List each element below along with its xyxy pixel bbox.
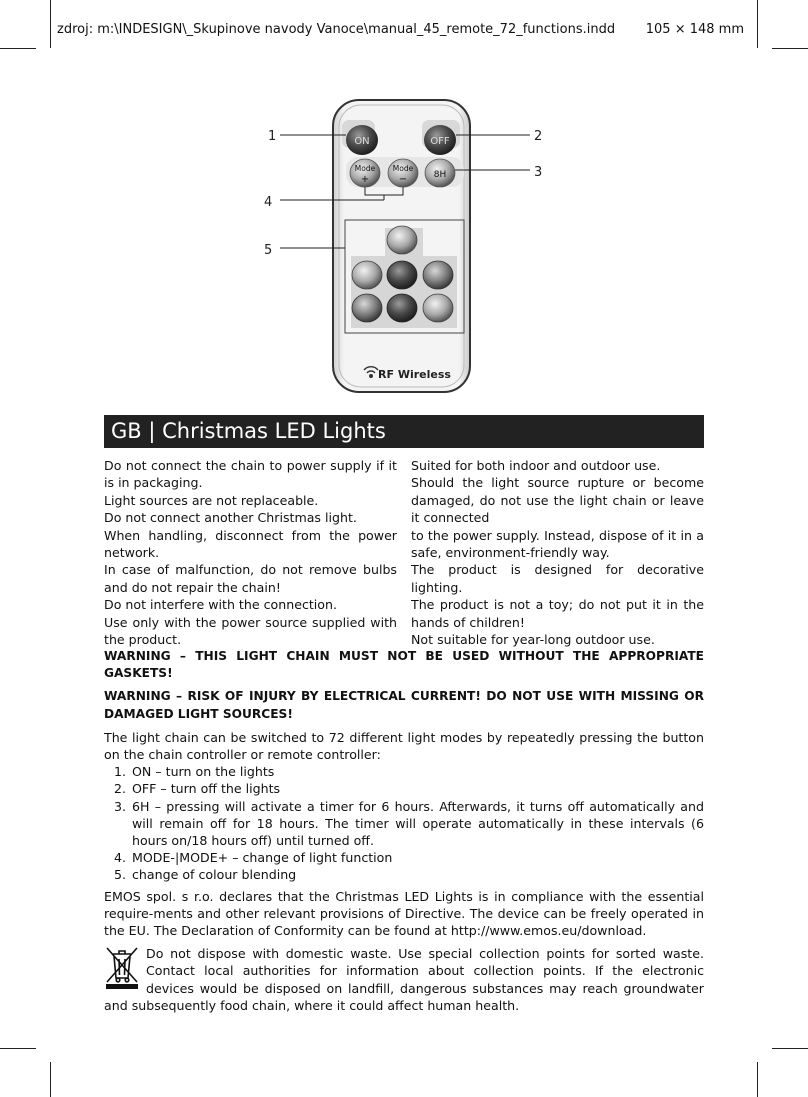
crop-mark: [772, 48, 808, 49]
list-item: 4. MODE-|MODE+ – change of light function: [130, 849, 704, 866]
safety-item: to the power supply. Instead, dispose of it in a safe, environment-friendly way.: [411, 527, 704, 561]
callout-2: 2: [534, 129, 543, 144]
safety-item: The product is designed for decorative lighting.: [411, 562, 704, 595]
weee-notice: [104, 945, 704, 1014]
safety-item: In case of malfunction, do not remove bulbs and do not repair the chain!: [104, 562, 397, 595]
svg-text:OFF: OFF: [430, 136, 450, 147]
safety-item: When handling, disconnect from the power network.: [104, 527, 397, 561]
safety-item: Do not interfere with the connection.: [104, 597, 337, 613]
warning-gaskets: WARNING – THIS LIGHT CHAIN MUST NOT BE USED WITHOUT THE APPROPRIATE GASKETS!: [104, 649, 704, 681]
mode-plus-button[interactable]: [350, 159, 380, 187]
list-item: 3. 6H – pressing will activate a timer for 6 hours. Afterwards, it turns off automatically and will remain off for 18 hours. The timer will operate automatically in these intervals (6 hours on/18 hours off) until turned off.: [130, 798, 704, 850]
callout-4: 4: [264, 195, 273, 210]
mode-minus-button[interactable]: [388, 159, 418, 187]
safety-item: Do not connect the chain to power supply if it is in packaging.: [104, 458, 397, 491]
svg-text:Mode: Mode: [392, 164, 414, 173]
warning-current: WARNING – RISK OF INJURY BY ELECTRICAL CURRENT! DO NOT USE WITH MISSING OR DAMAGED LIGHT SOURCES!: [104, 689, 704, 721]
brand-label: RF Wireless: [378, 368, 451, 381]
crop-mark: [50, 0, 51, 48]
svg-text:ON: ON: [354, 136, 370, 147]
safety-item: Should the light source rupture or become damaged, do not use the light chain or leave it connected: [411, 475, 704, 526]
body-text: [104, 648, 704, 1014]
off-button[interactable]: [424, 125, 456, 155]
safety-item: Light sources are not replaceable.: [104, 492, 319, 508]
callout-1: 1: [268, 129, 277, 144]
crop-mark: [772, 1048, 808, 1049]
safety-item: Do not connect another Christmas light.: [104, 510, 357, 526]
crop-mark: [0, 48, 36, 49]
safety-item: Not suitable for year-long outdoor use.: [411, 632, 655, 648]
right-column: [411, 457, 704, 648]
svg-text:8H: 8H: [433, 170, 447, 180]
svg-text:−: −: [398, 174, 408, 185]
on-button[interactable]: [346, 125, 378, 155]
callout-3: 3: [534, 165, 543, 180]
crossed-bin-icon: [104, 945, 140, 989]
file-path: zdroj: m:\INDESIGN\_Skupinove navody Vanoce\manual_45_remote_72_functions.indd: [57, 22, 616, 37]
function-list: [104, 763, 704, 883]
intro-text: The light chain can be switched to 72 different light modes by repeatedly pressing the button on the chain controller or remote controller:: [104, 729, 704, 763]
list-item: 2. OFF – turn off the lights: [130, 780, 704, 797]
callout-5: 5: [264, 243, 273, 258]
safety-item: Suited for both indoor and outdoor use.: [411, 458, 661, 473]
crop-mark: [0, 1048, 36, 1049]
crop-mark: [757, 1062, 758, 1097]
list-item: 1. ON – turn on the lights: [130, 763, 704, 780]
timer-8h-button[interactable]: [425, 159, 455, 187]
list-item: 5. change of colour blending: [130, 866, 704, 883]
page-size: 105 × 148 mm: [645, 22, 744, 37]
remote-illustration: [250, 95, 560, 395]
declaration-text: EMOS spol. s r.o. declares that the Christmas LED Lights is in compliance with the essential require-ments and other relevant provisions of Directive. The device can be freely operated in the EU. The Declaration of Conformity can be found at http://www.emos.eu/download.: [104, 888, 704, 939]
svg-text:+: +: [360, 174, 370, 185]
svg-text:Mode: Mode: [354, 164, 376, 173]
crop-mark: [757, 0, 758, 48]
safety-item: Use only with the power source supplied with the product.: [104, 614, 397, 648]
safety-item: The product is not a toy; do not put it in the hands of children!: [411, 597, 704, 630]
section-title: GB | Christmas LED Lights: [104, 415, 704, 448]
crop-mark: [50, 1062, 51, 1097]
weee-text: Do not dispose with domestic waste. Use special collection points for sorted waste. Contact local authorities for information about collection points. If the electronic devices would be disposed on landfill, dangerous substances may reach groundwater and subsequently food chain, where it could affect human health.: [104, 946, 704, 1013]
left-column: [104, 457, 397, 648]
